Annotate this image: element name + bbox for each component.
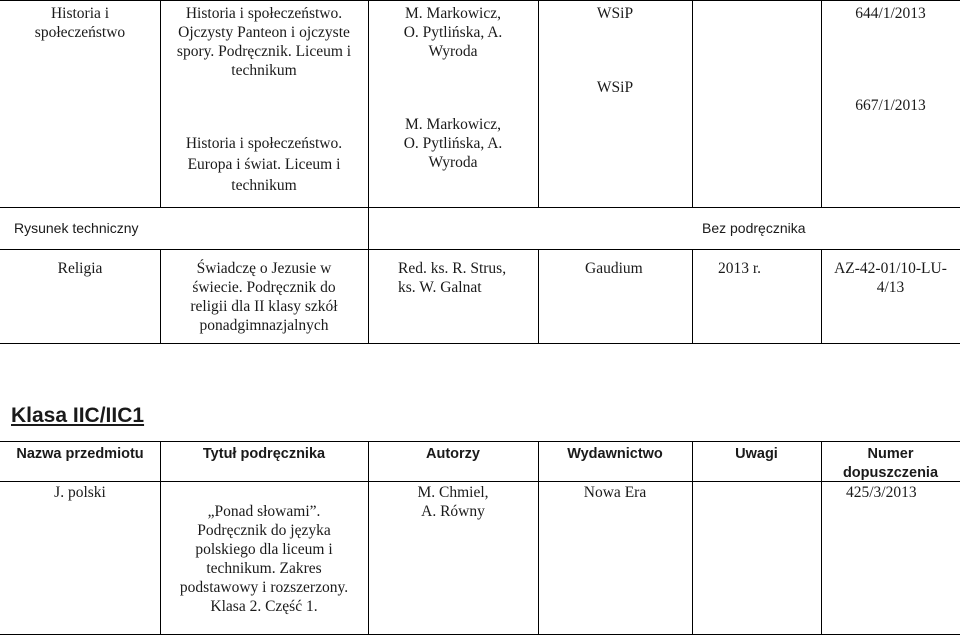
table1-bottom-border	[0, 343, 960, 344]
subject-history: Historia i społeczeństwo	[34, 5, 126, 41]
authors-religion: Red. ks. R. Strus, ks. W. Galnat	[398, 260, 507, 296]
approval-number-polish: 425/3/2013	[846, 484, 917, 501]
approval-number-a: 644/1/2013	[855, 5, 926, 22]
header-authors: Autorzy	[426, 446, 480, 462]
table1-col-divider-4b	[692, 249, 693, 343]
table1-row-divider-1	[0, 207, 960, 208]
header-title: Tytuł podręcznika	[202, 446, 326, 462]
textbook-title-religion: Świadczę o Jezusie w świecie. Podręcznik do religii dla II klasy szkół ponadgimnazjalnych	[190, 260, 338, 334]
class-section-title: Klasa IIC/IIC1	[11, 404, 145, 427]
subject-technical-drawing: Rysunek techniczny	[14, 220, 139, 236]
subject-religion: Religia	[57, 260, 103, 277]
authors-markowicz-a: M. Markowicz, O. Pytlińska, A. Wyroda	[403, 5, 503, 60]
authors-markowicz-b: M. Markowicz, O. Pytlińska, A. Wyroda	[403, 116, 503, 171]
table1-col-divider-3	[538, 0, 539, 207]
table2-col-divider-4	[692, 441, 693, 635]
table1-col-divider-4	[692, 0, 693, 207]
table1-top-border	[0, 0, 960, 1]
textbook-title-ponad-slowami: „Ponad słowami”. Podręcznik do języka polskiego dla liceum i technikum. Zakres podstawowy i rozszerzony. Klasa 2. Część 1.	[179, 503, 349, 615]
header-notes: Uwagi	[735, 446, 778, 462]
textbook-title-ojczysty-panteon: Historia i społeczeństwo. Ojczysty Panteon i ojczyste spory. Podręcznik. Liceum i technikum	[176, 5, 352, 79]
table1-row-divider-2	[0, 249, 960, 250]
authors-polish: M. Chmiel, A. Równy	[417, 484, 489, 520]
publisher-wsip-b: WSiP	[596, 79, 634, 96]
table1-col-divider-3b	[538, 249, 539, 343]
table2-top-border	[0, 441, 960, 442]
table2-header-divider	[0, 481, 960, 482]
note-no-textbook: Bez podręcznika	[702, 220, 806, 236]
textbook-title-europa-i-swiat: Historia i społeczeństwo. Europa i świat. Liceum i technikum	[185, 135, 343, 194]
approval-number-b: 667/1/2013	[855, 97, 926, 114]
header-subject: Nazwa przedmiotu	[16, 446, 144, 462]
publisher-wsip-a: WSiP	[596, 5, 634, 22]
header-number: Numer dopuszczenia	[842, 446, 939, 481]
approval-number-religion: AZ-42-01/10-LU- 4/13	[834, 260, 947, 296]
table2-col-divider-2	[368, 441, 369, 635]
publisher-gaudium: Gaudium	[585, 260, 643, 277]
table2-col-divider-3	[538, 441, 539, 635]
publisher-nowa-era: Nowa Era	[583, 484, 647, 501]
header-publisher: Wydawnictwo	[567, 446, 663, 462]
note-year: 2013 r.	[718, 260, 762, 277]
subject-polish: J. polski	[54, 484, 106, 501]
